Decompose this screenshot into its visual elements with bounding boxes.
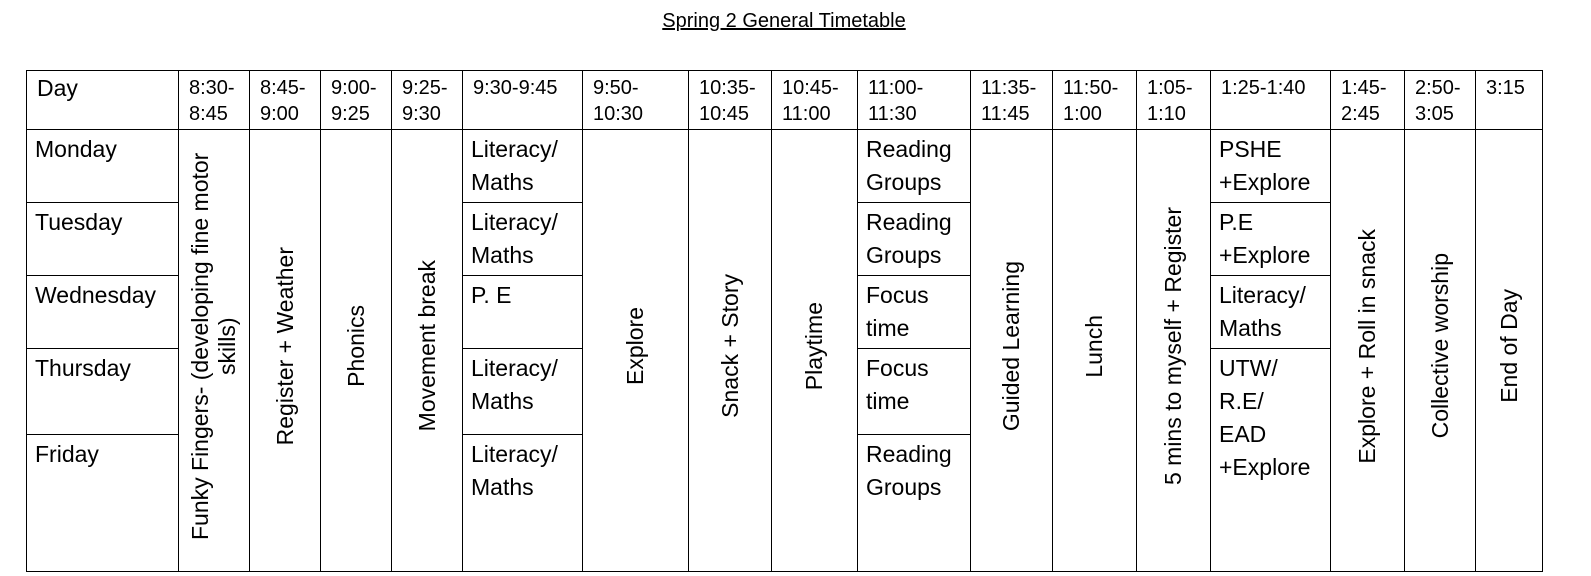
header-slot: 1:45- 2:45	[1331, 71, 1405, 130]
header-slot: 1:05- 1:10	[1137, 71, 1211, 130]
row-monday	[27, 130, 1543, 203]
cell-funky-fingers: Funky Fingers- (developing fine motor skills)	[179, 130, 250, 572]
day-label: Monday	[27, 130, 179, 203]
cell-end-of-day: End of Day	[1476, 130, 1543, 572]
header-slot: 10:35- 10:45	[689, 71, 772, 130]
header-slot: 10:45- 11:00	[772, 71, 858, 130]
cell-explore: Explore	[583, 130, 689, 572]
cell-lunch: Lunch	[1053, 130, 1137, 572]
cell-930: Literacy/ Maths	[463, 349, 583, 435]
cell-1100: Focus time	[858, 349, 971, 435]
header-slot: 3:15	[1476, 71, 1543, 130]
header-day: Day	[27, 71, 179, 130]
day-label: Tuesday	[27, 203, 179, 276]
day-label: Thursday	[27, 349, 179, 435]
cell-125: UTW/ R.E/ EAD +Explore	[1211, 349, 1331, 572]
cell-guided-learning: Guided Learning	[971, 130, 1053, 572]
cell-1100: Reading Groups	[858, 130, 971, 203]
header-slot: 2:50- 3:05	[1405, 71, 1476, 130]
header-slot: 9:50- 10:30	[583, 71, 689, 130]
header-slot: 9:30-9:45	[463, 71, 583, 130]
cell-930: P. E	[463, 276, 583, 349]
cell-snack-story: Snack + Story	[689, 130, 772, 572]
header-slot: 1:25-1:40	[1211, 71, 1331, 130]
header-slot: 9:00- 9:25	[321, 71, 392, 130]
header-slot: 11:00- 11:30	[858, 71, 971, 130]
header-slot: 9:25- 9:30	[392, 71, 463, 130]
cell-1100: Reading Groups	[858, 203, 971, 276]
cell-collective-worship: Collective worship	[1405, 130, 1476, 572]
cell-125: Literacy/ Maths	[1211, 276, 1331, 349]
cell-movement-break: Movement break	[392, 130, 463, 572]
header-row	[27, 71, 1543, 130]
cell-phonics: Phonics	[321, 130, 392, 572]
cell-1100: Focus time	[858, 276, 971, 349]
cell-930: Literacy/ Maths	[463, 435, 583, 572]
cell-playtime: Playtime	[772, 130, 858, 572]
cell-five-mins: 5 mins to myself + Register	[1137, 130, 1211, 572]
cell-125: P.E +Explore	[1211, 203, 1331, 276]
day-label: Friday	[27, 435, 179, 572]
cell-930: Literacy/ Maths	[463, 130, 583, 203]
cell-explore-snack: Explore + Roll in snack	[1331, 130, 1405, 572]
timetable	[26, 70, 1543, 572]
header-slot: 8:45- 9:00	[250, 71, 321, 130]
cell-1100: Reading Groups	[858, 435, 971, 572]
cell-125: PSHE +Explore	[1211, 130, 1331, 203]
day-label: Wednesday	[27, 276, 179, 349]
header-slot: 8:30- 8:45	[179, 71, 250, 130]
header-slot: 11:35- 11:45	[971, 71, 1053, 130]
page-title: Spring 2 General Timetable	[662, 10, 906, 32]
cell-register-weather: Register + Weather	[250, 130, 321, 572]
cell-930: Literacy/ Maths	[463, 203, 583, 276]
header-slot: 11:50- 1:00	[1053, 71, 1137, 130]
